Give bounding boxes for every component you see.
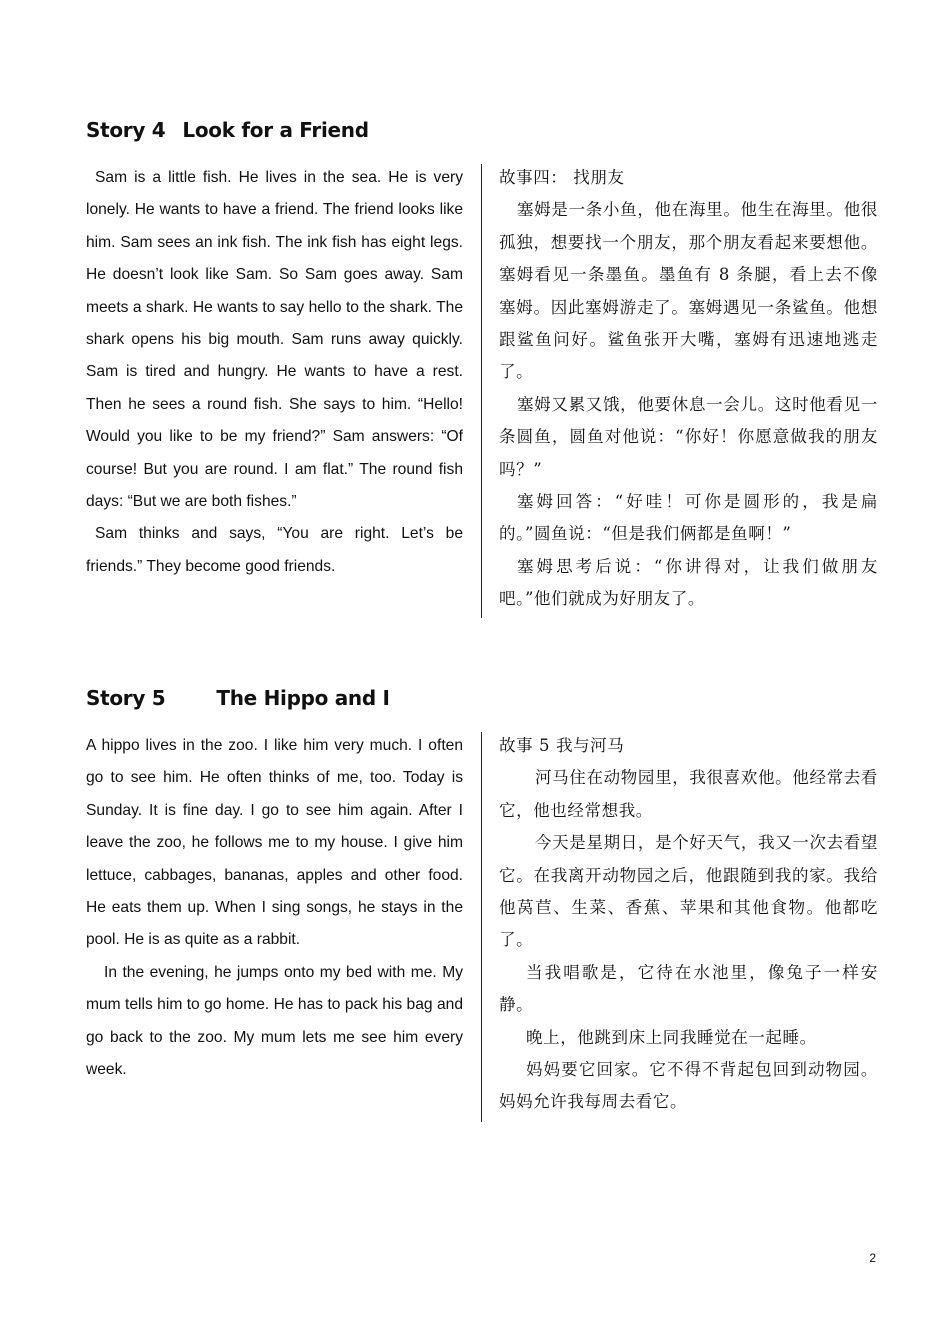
column-divider [481,732,482,1122]
story-5-title: The Hippo and I [216,686,390,710]
story-5-zh-paragraph: 河马住在动物园里，我很喜欢他。他经常去看它，他也经常想我。 [499,768,878,820]
story-4-heading [86,118,369,142]
story-4-zh-paragraph: 塞姆回答：“好哇！可你是圆形的，我是扁的。”圆鱼说：“但是我们俩都是鱼啊！” [499,492,878,544]
story-5-label: Story 5 [86,686,166,710]
story-5-zh-paragraph: 今天是星期日，是个好天气，我又一次去看望它。在我离开动物园之后，他跟随到我的家。我给他莴苣、生菜、香蕉、苹果和其他食物。他都吃了。 [499,833,878,950]
story-4-zh-paragraph: 塞姆思考后说：“你讲得对，让我们做朋友吧。”他们就成为好朋友了。 [499,556,878,609]
story-4-chinese [499,162,878,616]
story-5-english [86,730,463,1086]
story-4-en-paragraph: Sam thinks and says, “You are right. Let’s be friends.” They become good friends. [86,525,463,575]
story-4-title: Look for a Friend [182,118,369,142]
story-5-zh-paragraph: 晚上，他跳到床上同我睡觉在一起睡。 [526,1027,817,1047]
story-5-en-paragraph: A hippo lives in the zoo. I like him very much. I often go to see him. He often thinks of me, too. Today is Sunday. It is fine day. I go to see him again. After I leave the zoo, he follows me to my house. I give him lettuce, cabbages, bananas, apples and other food. He eats them up. When I sing songs, he stays in the pool. He is as quite as a rabbit. [86,737,463,949]
story-5-zh-paragraph: 当我唱歌是，它待在水池里，像兔子一样安静。 [499,962,878,1015]
story-4-zh-title: 故事四： 找朋友 [499,168,625,187]
story-4-en-paragraph: Sam is a little fish. He lives in the sea. He is very lonely. He wants to have a friend. The friend looks like him. Sam sees an ink fish. The ink fish has eight legs. He doesn’t look like Sam. So Sam goes away. Sam meets a shark. He wants to say hello to the shark. The shark opens his big mouth. Sam runs away quickly. Sam is tired and hungry. He wants to have a rest. Then he sees a round fish. She says to him. “Hello! Would you like to be my friend?” Sam answers: “Of course! But you are round. I am flat.” The round fish days: “But we are both fishes.” [86,169,463,511]
page-number: 2 [869,1251,876,1265]
story-5-zh-paragraph: 妈妈要它回家。它不得不背起包回到动物园。妈妈允许我每周去看它。 [499,1060,878,1112]
story-5-zh-title: 故事 5 我与河马 [499,736,625,755]
column-divider [481,164,482,618]
story-4-zh-paragraph: 塞姆是一条小鱼，他在海里。他生在海里。他很孤独，想要找一个朋友，那个朋友看起来要想他。 塞姆看见一条墨鱼。墨鱼有 8 条腿，看上去不像塞姆。因此塞姆游走了。塞姆遇见一条鲨鱼。他想跟鲨鱼问好。鲨鱼张开大嘴，塞姆有迅速地逃走了。 [499,200,878,382]
story-4-label: Story 4 [86,118,166,142]
story-5-en-paragraph: In the evening, he jumps onto my bed with me. My mum tells him to go home. He has to pack his bag and go back to the zoo. My mum lets me see him every week. [86,963,463,1079]
story-4-zh-paragraph: 塞姆又累又饿，他要休息一会儿。这时他看见一条圆鱼，圆鱼对他说：“你好！你愿意做我的朋友吗？” [499,394,878,479]
story-4-english [86,162,463,583]
story-5-heading [86,686,390,710]
story-5-chinese [499,730,878,1119]
